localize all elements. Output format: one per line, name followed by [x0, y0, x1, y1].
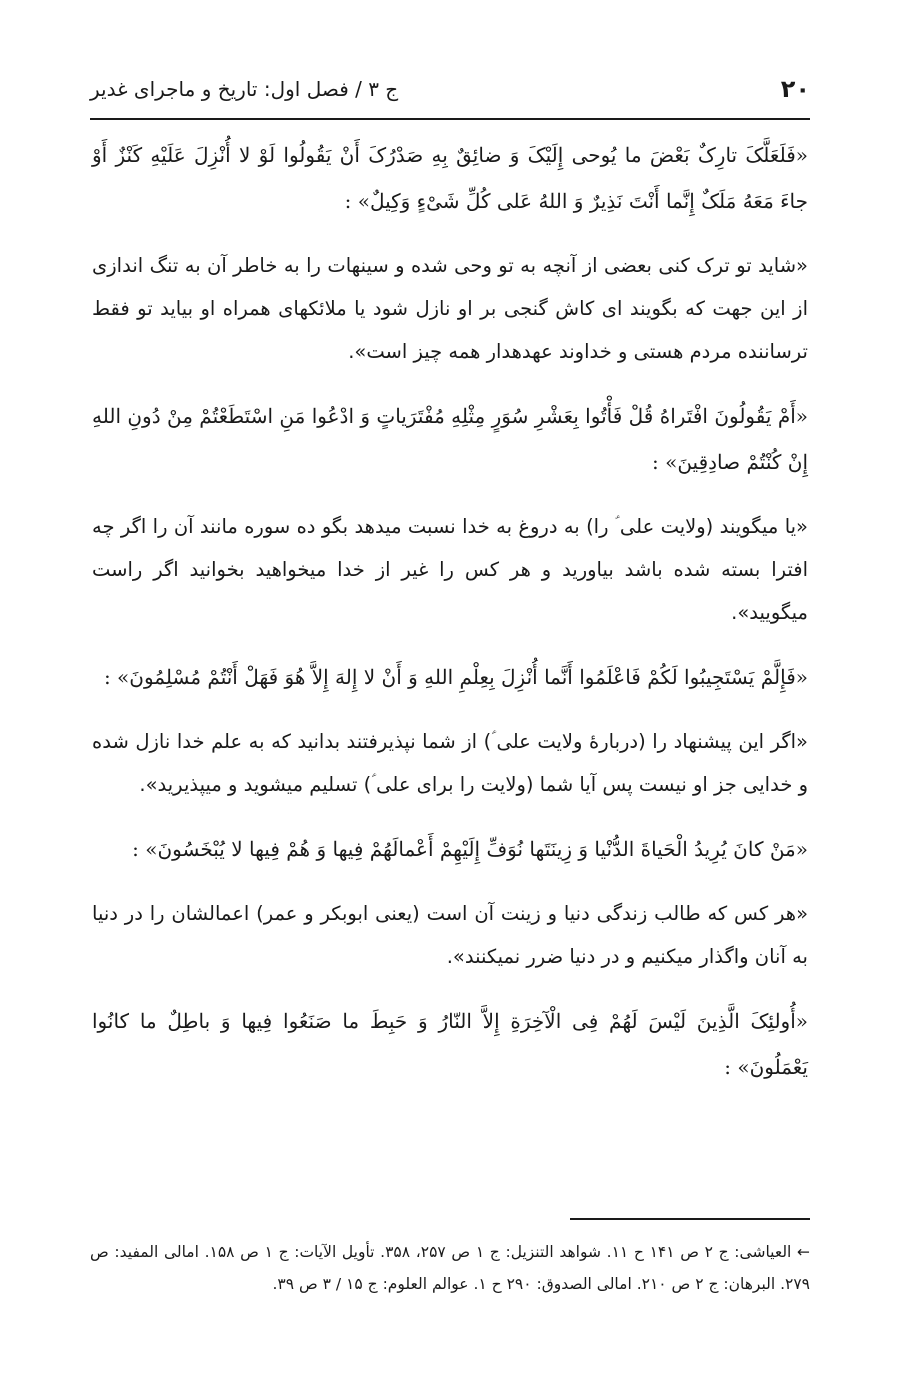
translation-3: «اگر این پیشنهاد را (دربارهٔ ولایت علی ؑ) از شما نپذیرفتند بدانید که به علم خدا نازل شده و خدایی جز او نیست پس آیا شما (ولایت را برای علی ؑ) تسلیم میشوید و میپذیرید».: [92, 730, 808, 796]
page-number: ۲۰: [780, 75, 810, 103]
header-divider: [90, 118, 810, 120]
page-body: [92, 132, 808, 1110]
quran-verse-3: «فَإِلَّمْ یَسْتَجِیبُوا لَکُمْ فَاعْلَمُوا أَنَّما أُنْزِلَ بِعِلْمِ اللهِ وَ أَنْ لا إِلهَ إِلاَّ هُوَ فَهَلْ أَنْتُمْ مُسْلِمُونَ» :: [103, 665, 808, 689]
translation-1: «شاید تو ترک کنی بعضی از آنچه به تو وحی شده و سینهات را به خاطر آن به تنگ اندازی از این جهت که بگویند ای کاش گنجی بر او نازل شود یا ملائکهای همراه او بیاید تو فقط ترساننده مردم هستی و خداوند عهدهدار همه چیز است».: [92, 254, 808, 363]
translation-4: «هر کس که طالب زندگی دنیا و زینت آن است (یعنی ابوبکر و عمر) اعمالشان را در دنیا به آنان واگذار میکنیم و در دنیا ضرر نمیکنند».: [92, 902, 808, 968]
footnote-divider: [570, 1218, 810, 1220]
translation-2: «یا میگویند (ولایت علی ؑ را) به دروغ به خدا نسبت میدهد بگو ده سوره مانند آن را اگر چه افترا بسته شده باشد بیاورید و هر کس را غیر از خدا میخواهید بخوانید اگر راست میگویید».: [92, 515, 808, 624]
quran-verse-1: «فَلَعَلَّکَ تارِکٌ بَعْضَ ما یُوحی إِلَیْکَ وَ ضائِقٌ بِهِ صَدْرُکَ أَنْ یَقُولُوا لَوْ لا أُنْزِلَ عَلَیْهِ کَنْزٌ أَوْ جاءَ مَعَهُ مَلَکٌ إِنَّما أَنْتَ نَذِیرٌ وَ اللهُ عَلی کُلِّ شَیْءٍ وَکِیلٌ» :: [92, 143, 808, 213]
quran-verse-5: «أُولئِکَ الَّذِینَ لَیْسَ لَهُمْ فِی الْآخِرَةِ إِلاَّ النّارُ وَ حَبِطَ ما صَنَعُوا فِیها وَ باطِلٌ ما کانُوا یَعْمَلُونَ» :: [92, 1009, 808, 1079]
quran-verse-4: «مَنْ کانَ یُرِیدُ الْحَیاةَ الدُّنْیا وَ زِینَتَها نُوَفِّ إِلَیْهِمْ أَعْمالَهُمْ فِیها وَ هُمْ فِیها لا یُبْخَسُونَ» :: [132, 837, 808, 861]
page-header: [90, 72, 810, 106]
footnote: ← العیاشی: ج ۲ ص ۱۴۱ ح ۱۱. شواهد التنزیل: ج ۱ ص ۲۵۷، ۳۵۸. تأویل الآیات: ج ۱ ص ۱۵۸. امالی المفید: ص ۲۷۹. البرهان: ج ۲ ص ۲۱۰. امالی الصدوق: ۲۹۰ ح ۱. عوالم العلوم: ج ۱۵ / ۳ ص ۳۹.: [90, 1243, 811, 1293]
running-head: ج ۳ / فصل اول: تاریخ و ماجرای غدیر: [90, 77, 399, 101]
quran-verse-2: «أَمْ یَقُولُونَ افْتَراهُ قُلْ فَأْتُوا بِعَشْرِ سُوَرٍ مِثْلِهِ مُفْتَرَیاتٍ وَ ادْعُوا مَنِ اسْتَطَعْتُمْ مِنْ دُونِ اللهِ إِنْ کُنْتُمْ صادِقِینَ» :: [92, 404, 808, 474]
